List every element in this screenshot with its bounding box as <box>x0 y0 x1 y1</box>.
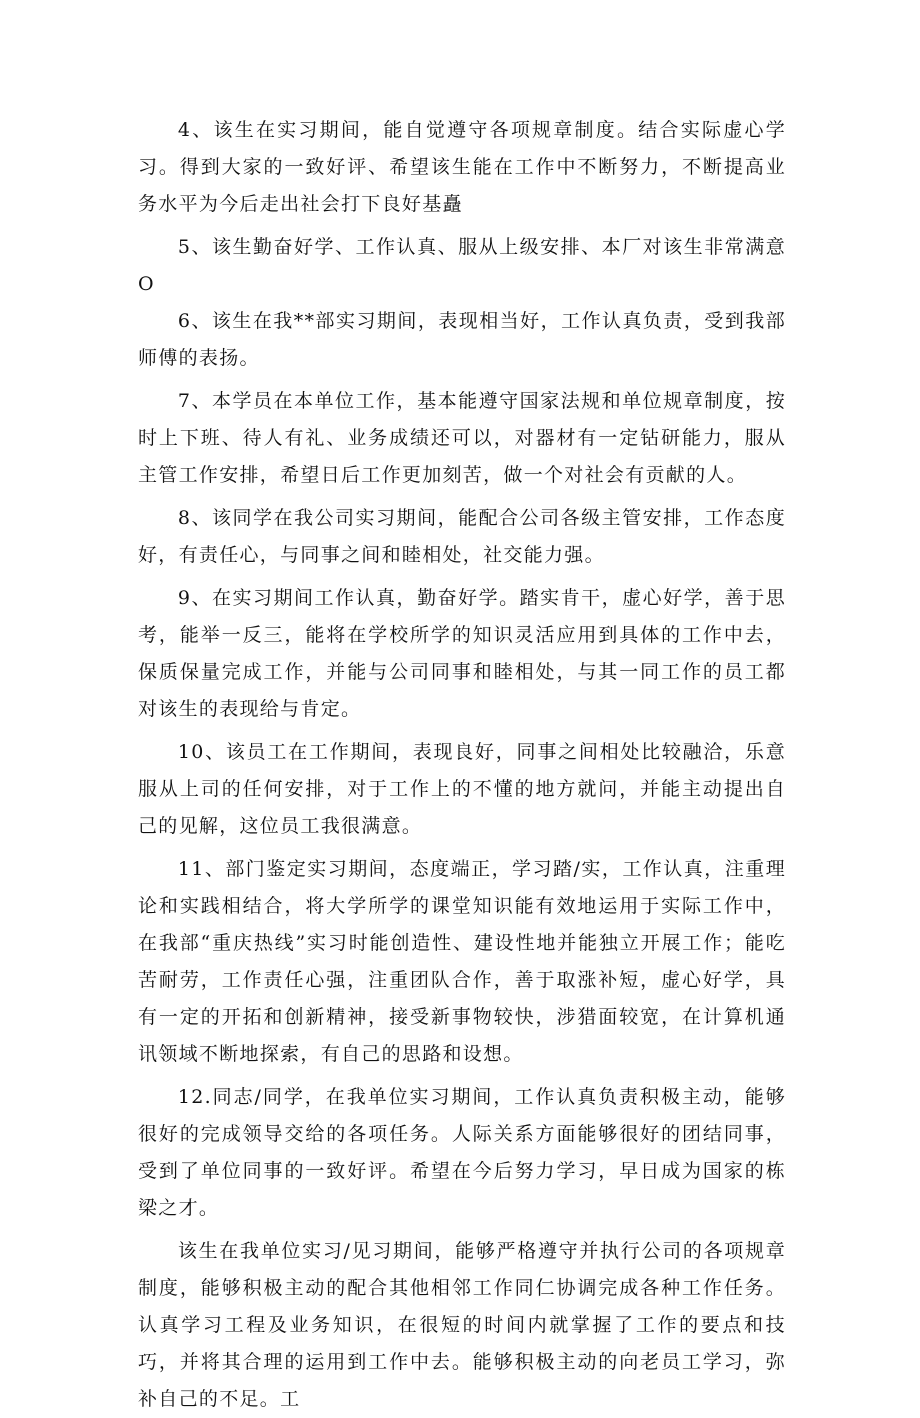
paragraph-8: 8、该同学在我公司实习期间，能配合公司各级主管安排，工作态度好，有责任心，与同事之间和睦相处，社交能力强。 <box>138 507 786 566</box>
paragraph-6: 6、该生在我**部实习期间，表现相当好，工作认真负责，受到我部师傅的表扬。 <box>138 310 786 369</box>
paragraph-appraisal: 该生在我单位实习/见习期间，能够严格遵守并执行公司的各项规章制度，能够积极主动的配合其他相邻工作同仁协调完成各种工作任务。认真学习工程及业务知识，在很短的时间内就掌握了工作的要点和技巧，并将其合理的运用到工作中去。能够积极主动的向老员工学习，弥补自己的不足。工 <box>138 1240 786 1410</box>
paragraph-4: 4、该生在实习期间，能自觉遵守各项规章制度。结合实际虚心学习。得到大家的一致好评、希望该生能在工作中不断努力，不断提高业务水平为今后走出社会打下良好基矗 <box>138 119 786 215</box>
paragraph-5: 5、该生勤奋好学、工作认真、服从上级安排、本厂对该生非常满意O <box>138 236 786 295</box>
paragraph-12: 12.同志/同学，在我单位实习期间，工作认真负责积极主动，能够很好的完成领导交给的各项任务。人际关系方面能够很好的团结同事，受到了单位同事的一致好评。希望在今后努力学习，早日成为国家的栋梁之才。 <box>138 1086 786 1219</box>
paragraph-11: 11、部门鉴定实习期间，态度端正，学习踏/实，工作认真，注重理论和实践相结合，将大学所学的课堂知识能有效地运用于实际工作中，在我部“重庆热线”实习时能创造性、建设性地并能独立开展工作；能吃苦耐劳，工作责任心强，注重团队合作，善于取涨补短，虚心好学，具有一定的开拓和创新精神，接受新事物较快，涉猎面较宽，在计算机通讯领域不断地探索，有自己的思路和设想。 <box>138 858 786 1065</box>
document-body <box>138 112 786 1418</box>
paragraph-7: 7、本学员在本单位工作，基本能遵守国家法规和单位规章制度，按时上下班、待人有礼、业务成绩还可以，对器材有一定钻研能力，服从主管工作安排，希望日后工作更加刻苦，做一个对社会有贡献的人。 <box>138 390 786 486</box>
paragraph-10: 10、该员工在工作期间，表现良好，同事之间相处比较融洽，乐意服从上司的任何安排，对于工作上的不懂的地方就问，并能主动提出自己的见解，这位员工我很满意。 <box>138 741 786 837</box>
paragraph-9: 9、在实习期间工作认真，勤奋好学。踏实肯干，虚心好学，善于思考，能举一反三，能将在学校所学的知识灵活应用到具体的工作中去，保质保量完成工作，并能与公司同事和睦相处，与其一同工作的员工都对该生的表现给与肯定。 <box>138 587 786 720</box>
